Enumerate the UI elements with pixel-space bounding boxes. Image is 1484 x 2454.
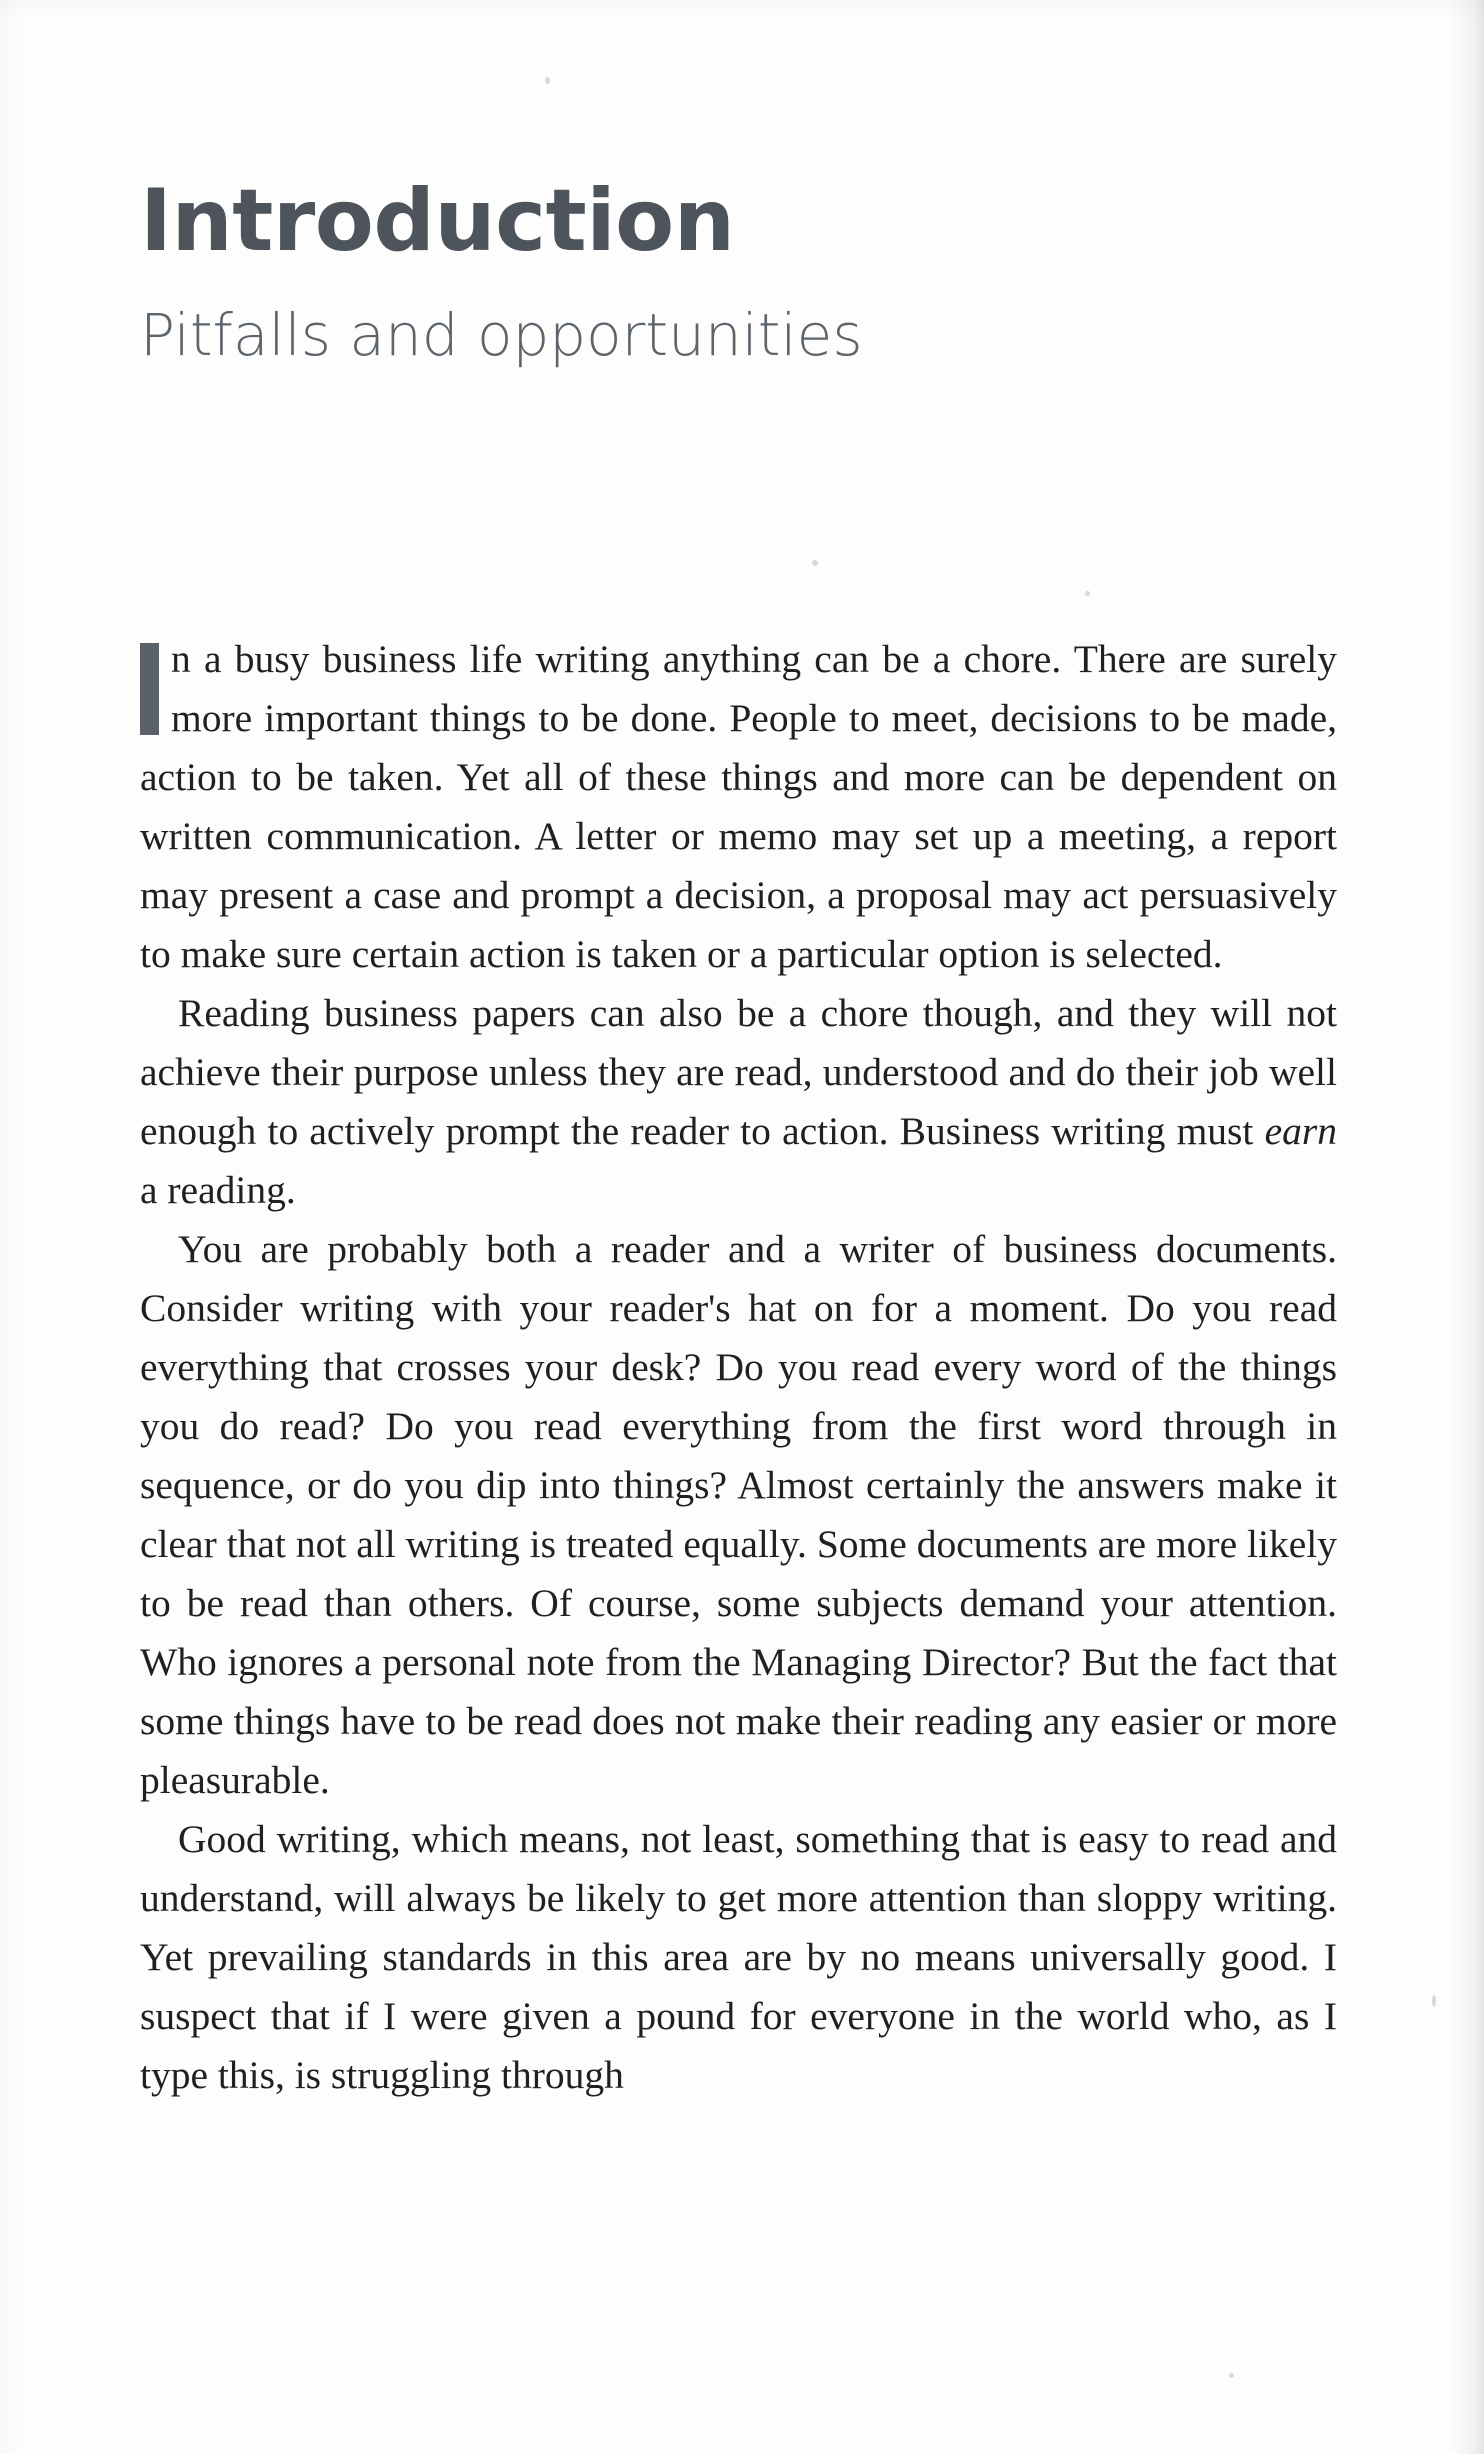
scan-shadow-right	[1450, 0, 1484, 2454]
paragraph-1-text: n a busy business life writing anything can be a chore. There are surely more important things to be done. People to meet, decisions to be made, action to be taken. Yet all of these things and more can be dependent on written communication. A letter or memo may set up a meeting, a report may present a case and prompt a decision, a proposal may act persuasively to make sure certain action is taken or a particular option is selected.	[140, 637, 1337, 976]
chapter-subtitle: Pitfalls and opportunities	[140, 301, 863, 369]
paragraph-1	[140, 630, 1337, 984]
scan-shadow-left	[0, 0, 22, 2454]
page-content	[140, 0, 1340, 2454]
body-text-block	[140, 364, 1337, 2105]
emphasis-earn: earn	[1264, 1109, 1337, 1153]
drop-cap-letter	[140, 643, 159, 735]
scan-speck	[1432, 1995, 1436, 2007]
paragraph-2	[140, 984, 1337, 1220]
paragraph-2-text-after-emphasis: a reading.	[140, 1168, 296, 1212]
chapter-title: Introduction	[140, 171, 735, 271]
paragraph-3: You are probably both a reader and a writer of business documents. Consider writing with your reader's hat on for a moment. Do you read everything that crosses your desk? Do you read every word of the things you do read? Do you read everything from the first word through in sequence, or do you dip into things? Almost certainly the answers make it clear that not all writing is treated equally. Some documents are more likely to be read than others. Of course, some subjects demand your attention. Who ignores a personal note from the Managing Director? But the fact that some things have to be read does not make their reading any easier or more pleasurable.	[140, 1227, 1337, 1802]
paragraph-4: Good writing, which means, not least, something that is easy to read and understand, will always be likely to get more attention than sloppy writing. Yet prevailing standards in this area are by no means universally good. I suspect that if I were given a pound for everyone in the world who, as I type this, is struggling through	[140, 1817, 1337, 2097]
paragraph-2-text-before-emphasis: Reading business papers can also be a chore though, and they will not achieve their purpose unless they are read, understood and do their job well enough to actively prompt the reader to action. Business writing must	[140, 991, 1337, 1153]
